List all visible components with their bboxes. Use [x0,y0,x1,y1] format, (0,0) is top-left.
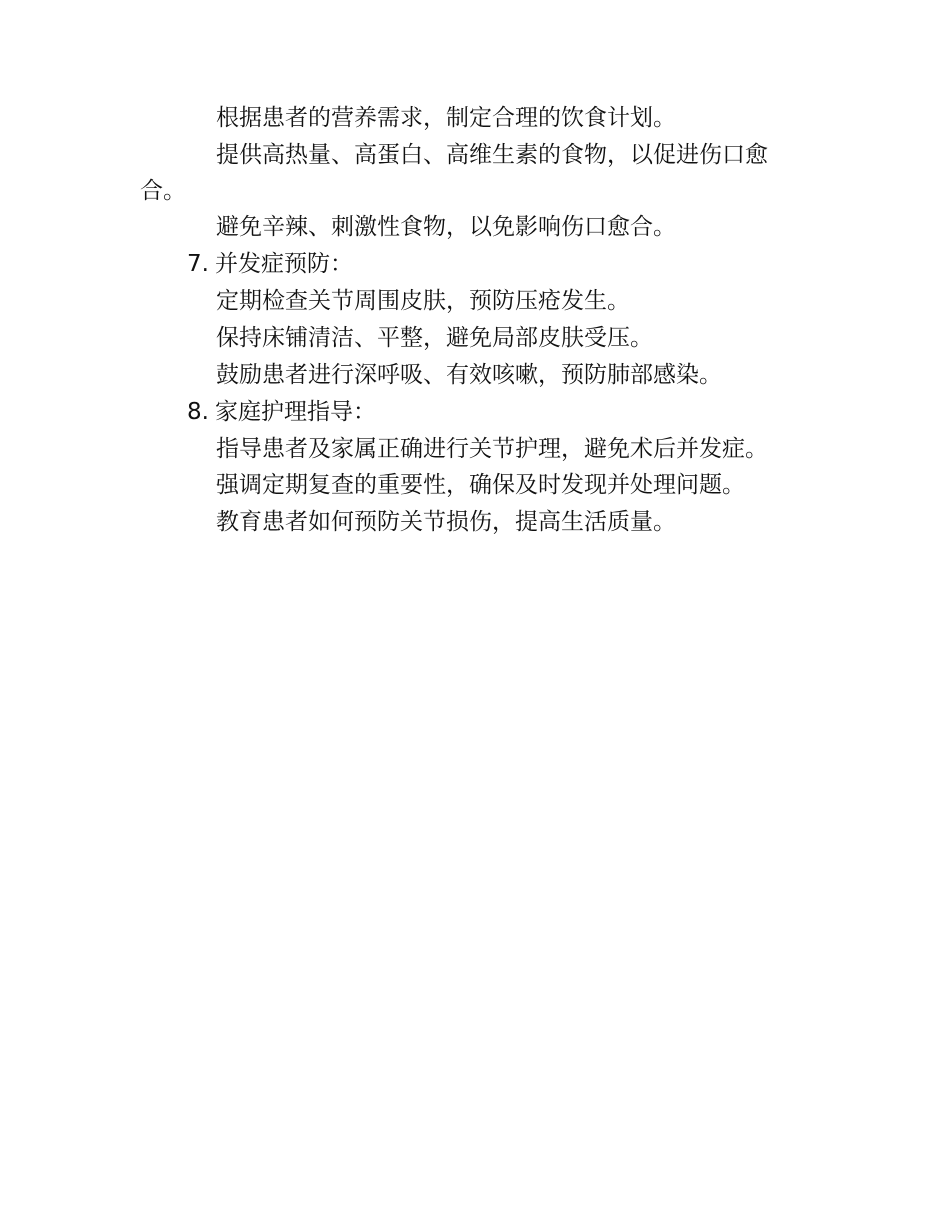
section8-item-1: 指导患者及家属正确进行关节护理，避免术后并发症。 [216,436,768,462]
section8-item-2: 强调定期复查的重要性，确保及时发现并处理问题。 [216,472,745,498]
section7-item-1: 定期检查关节周围皮肤，预防压疮发生。 [216,288,630,314]
section8-item-3: 教育患者如何预防关节损伤，提高生活质量。 [216,509,676,535]
section-number-7: 7. [187,251,209,277]
section-heading-8 [140,394,810,431]
document-body [140,100,810,541]
section-heading-7 [140,246,810,283]
paragraph-diet-plan: 根据患者的营养需求，制定合理的饮食计划。 [216,105,676,131]
section7-item-2: 保持床铺清洁、平整，避免局部皮肤受压。 [216,325,653,351]
section-title-7: 并发症预防： [215,251,353,277]
section7-item-3: 鼓励患者进行深呼吸、有效咳嗽，预防肺部感染。 [216,362,722,388]
section-number-8: 8. [187,399,209,425]
section-title-8: 家庭护理指导： [215,399,376,425]
paragraph-avoid-spicy: 避免辛辣、刺激性食物，以免影响伤口愈合。 [216,214,676,240]
paragraph-nutrition: 提供高热量、高蛋白、高维生素的食物，以促进伤口愈合。 [140,142,768,204]
